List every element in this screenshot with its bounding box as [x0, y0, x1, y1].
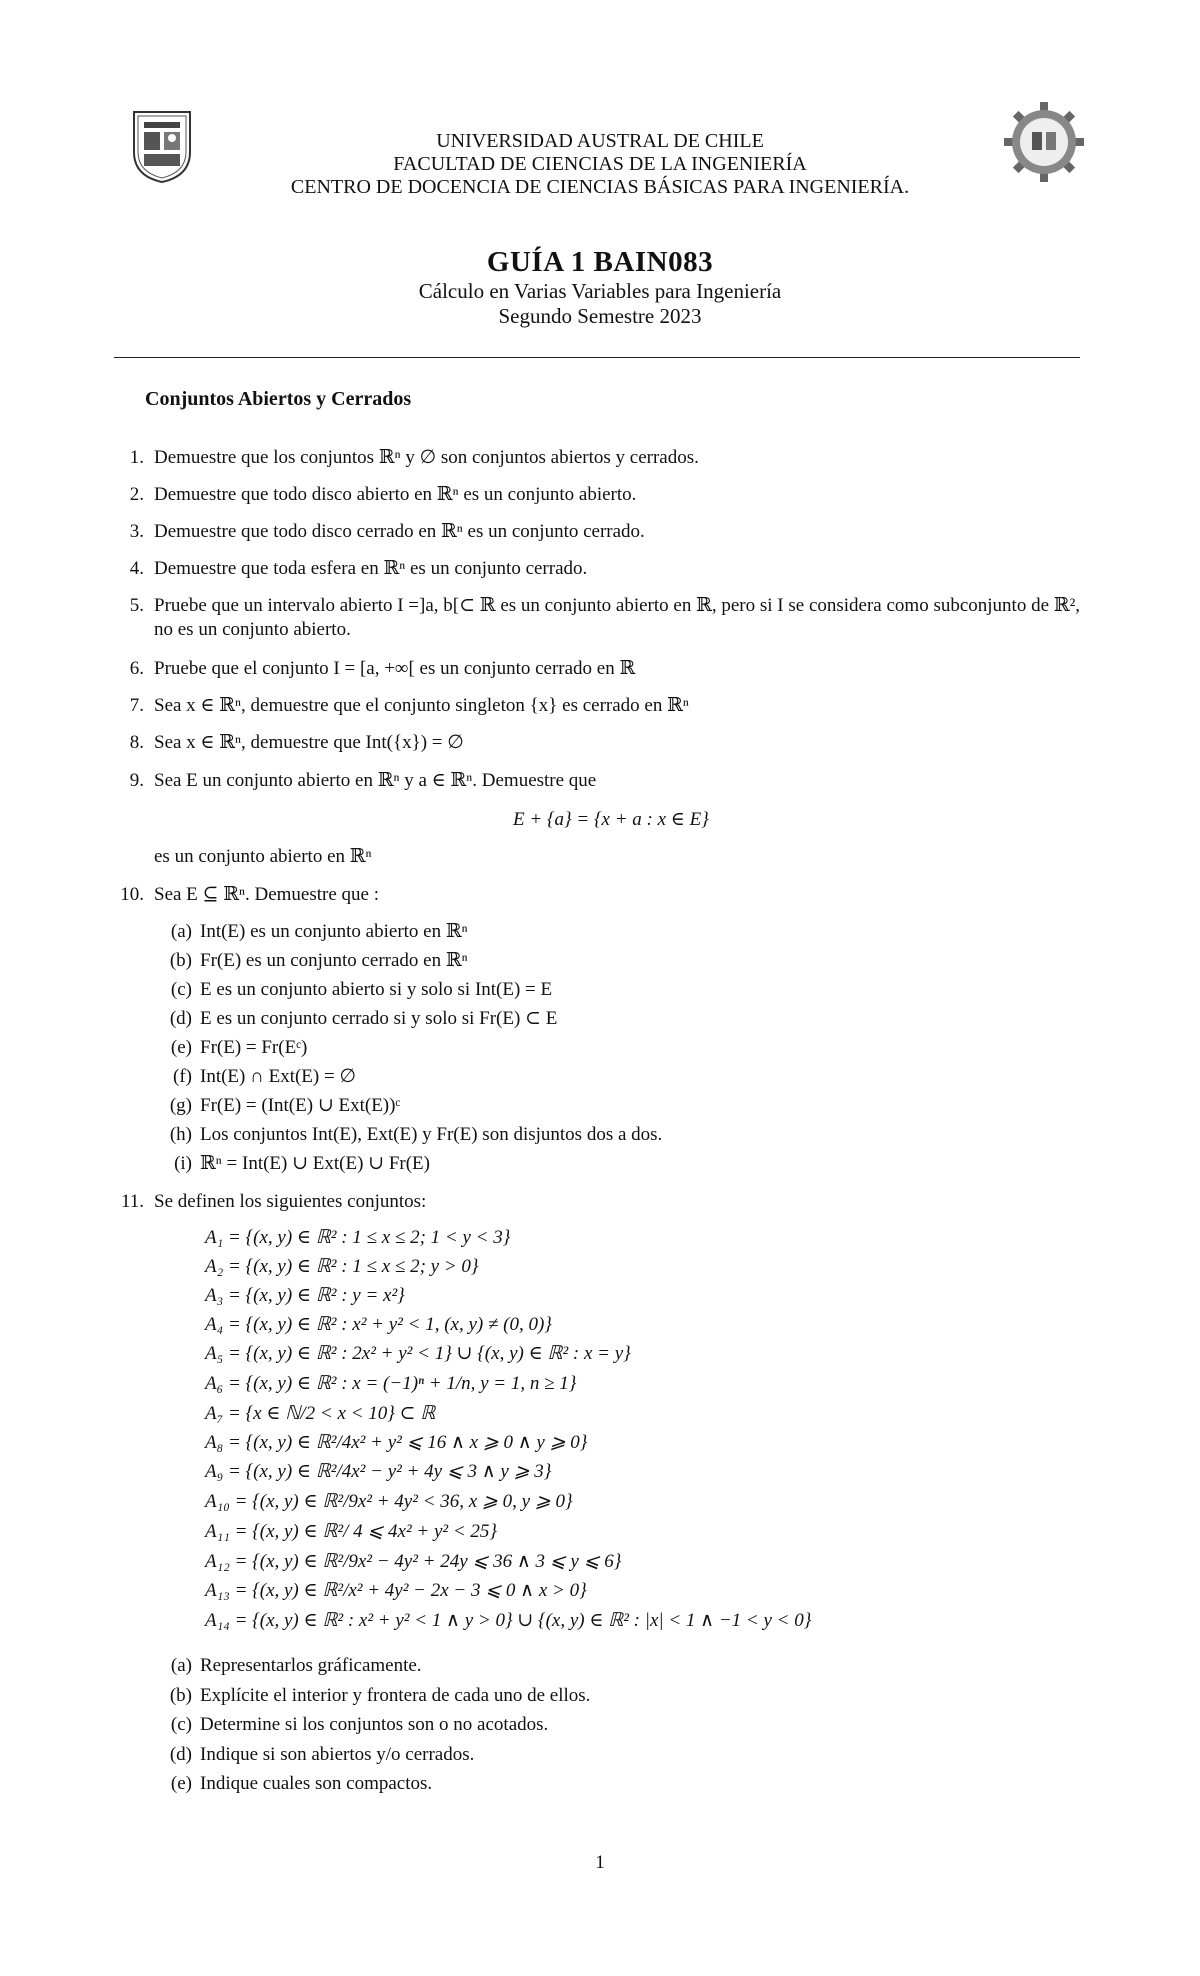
item-text: Indique si son abiertos y/o cerrados. — [200, 1744, 475, 1765]
header-divider — [114, 357, 1080, 358]
item-text: E es un conjunto abierto si y solo si Int(E) = E — [200, 979, 553, 1000]
item-text: Representarlos gráficamente. — [200, 1655, 422, 1676]
item-label: (e) — [170, 1773, 192, 1794]
item-label: (b) — [169, 950, 192, 971]
exercise-text: Sea E ⊆ ℝⁿ. Demuestre que : — [154, 884, 379, 905]
exercise-number: 11. — [120, 1191, 144, 1212]
faculty-name: FACULTAD DE CIENCIAS DE LA INGENIERÍA — [393, 153, 807, 175]
exercise-text: Pruebe que el conjunto I = [a, +∞[ es un conjunto cerrado en ℝ — [154, 658, 636, 679]
exercise-text: Demuestre que los conjuntos ℝⁿ y ∅ son conjuntos abiertos y cerrados. — [154, 447, 699, 468]
item-text: Fr(E) = Fr(Eᶜ) — [200, 1037, 308, 1058]
exercise-number: 3. — [129, 521, 144, 542]
item-text: Los conjuntos Int(E), Ext(E) y Fr(E) son disjuntos dos a dos. — [200, 1124, 663, 1145]
item-text: Int(E) ∩ Ext(E) = ∅ — [200, 1066, 356, 1087]
item-label: (a) — [170, 921, 192, 942]
display-equation: E + {a} = {x + a : x ∈ E} — [513, 809, 709, 830]
page-title: GUÍA 1 BAIN083 — [486, 246, 714, 278]
set-definition: A₁ = {(x, y) ∈ ℝ² : 1 ≤ x ≤ 2; 1 < y < 3} — [205, 1227, 511, 1248]
item-text: ℝⁿ = Int(E) ∪ Ext(E) ∪ Fr(E) — [200, 1153, 430, 1174]
title-block — [200, 245, 1000, 329]
exercise-number: 8. — [129, 732, 144, 753]
item-label: (d) — [169, 1008, 192, 1029]
exercise-number: 9. — [129, 770, 144, 791]
set-definition: A₁₁ = {(x, y) ∈ ℝ²/ 4 ⩽ 4x² + y² < 25} — [205, 1521, 498, 1542]
exercise-number: 10. — [120, 884, 144, 905]
exercise-text: Demuestre que todo disco abierto en ℝⁿ es un conjunto abierto. — [154, 484, 637, 505]
exercise-text: Sea x ∈ ℝⁿ, demuestre que el conjunto singleton {x} es cerrado en ℝⁿ — [154, 695, 689, 716]
item-label: (e) — [170, 1037, 192, 1058]
set-definition: A₂ = {(x, y) ∈ ℝ² : 1 ≤ x ≤ 2; y > 0} — [205, 1256, 479, 1277]
set-definition: A₉ = {(x, y) ∈ ℝ²/4x² − y² + 4y ⩽ 3 ∧ y ⩾ 3} — [205, 1461, 552, 1482]
exercise-number: 6. — [129, 658, 144, 679]
exercise-text: Se definen los siguientes conjuntos: — [154, 1191, 427, 1212]
center-name: CENTRO DE DOCENCIA DE CIENCIAS BÁSICAS PARA INGENIERÍA. — [290, 176, 910, 198]
item-text: Indique cuales son compactos. — [200, 1773, 433, 1794]
page-number: 1 — [595, 1852, 605, 1873]
item-label: (a) — [170, 1655, 192, 1676]
exercise-9-continuation — [154, 845, 372, 869]
exercise-text: Demuestre que toda esfera en ℝⁿ es un conjunto cerrado. — [154, 558, 588, 579]
item-text: Int(E) es un conjunto abierto en ℝⁿ — [200, 921, 468, 942]
item-label: (c) — [170, 1714, 192, 1735]
item-label: (g) — [169, 1095, 192, 1116]
set-definition: A₃ = {(x, y) ∈ ℝ² : y = x²} — [205, 1285, 405, 1306]
item-text: Fr(E) = (Int(E) ∪ Ext(E))ᶜ — [200, 1095, 401, 1116]
university-crest-icon — [130, 108, 194, 184]
exercise-text: Sea x ∈ ℝⁿ, demuestre que Int({x}) = ∅ — [154, 732, 464, 753]
university-name: UNIVERSIDAD AUSTRAL DE CHILE — [436, 130, 764, 152]
exercise-text: es un conjunto abierto en ℝⁿ — [154, 846, 372, 867]
item-label: (d) — [169, 1744, 192, 1765]
set-definition: A₁₄ = {(x, y) ∈ ℝ² : x² + y² < 1 ∧ y > 0} ∪ {(x, y) ∈ ℝ² : |x| < 1 ∧ −1 < y < 0} — [205, 1610, 812, 1631]
item-text: Explícite el interior y frontera de cada uno de ellos. — [200, 1685, 591, 1706]
item-text: E es un conjunto cerrado si y solo si Fr(E) ⊂ E — [200, 1008, 558, 1029]
set-definition: A₁₀ = {(x, y) ∈ ℝ²/9x² + 4y² < 36, x ⩾ 0, y ⩾ 0} — [205, 1491, 573, 1512]
exercise-number: 1. — [129, 447, 144, 468]
institution-header — [200, 130, 1000, 199]
item-text: Fr(E) es un conjunto cerrado en ℝⁿ — [200, 950, 468, 971]
exercise-text: Pruebe que un intervalo abierto I =]a, b[⊂ ℝ es un conjunto abierto en ℝ, pero si I se considera como subconjunto de ℝ², no es un conjunto abierto. — [154, 595, 1081, 640]
set-definition: A₈ = {(x, y) ∈ ℝ²/4x² + y² ⩽ 16 ∧ x ⩾ 0 ∧ y ⩾ 0} — [205, 1432, 588, 1453]
set-definition: A₁₃ = {(x, y) ∈ ℝ²/x² + 4y² − 2x − 3 ⩽ 0 ∧ x > 0} — [205, 1580, 587, 1601]
gear-emblem-icon — [1004, 102, 1084, 182]
set-definition: A₁₂ = {(x, y) ∈ ℝ²/9x² − 4y² + 24y ⩽ 36 ∧ 3 ⩽ y ⩽ 6} — [205, 1551, 622, 1572]
set-definition: A₆ = {(x, y) ∈ ℝ² : x = (−1)ⁿ + 1/n, y = 1, n ≥ 1} — [205, 1373, 577, 1394]
set-definition: A₅ = {(x, y) ∈ ℝ² : 2x² + y² < 1} ∪ {(x, y) ∈ ℝ² : x = y} — [205, 1343, 631, 1364]
exercise-text: Demuestre que todo disco cerrado en ℝⁿ es un conjunto cerrado. — [154, 521, 645, 542]
item-text: Determine si los conjuntos son o no acotados. — [200, 1714, 549, 1735]
exercise-text: Sea E un conjunto abierto en ℝⁿ y a ∈ ℝⁿ. Demuestre que — [154, 770, 597, 791]
item-label: (b) — [169, 1685, 192, 1706]
exercise-number: 5. — [129, 595, 144, 616]
item-label: (f) — [173, 1066, 192, 1087]
set-definition: A₄ = {(x, y) ∈ ℝ² : x² + y² < 1, (x, y) ≠ (0, 0)} — [205, 1314, 552, 1335]
exercise-number: 4. — [129, 558, 144, 579]
item-label: (c) — [170, 979, 192, 1000]
exercise-number: 2. — [129, 484, 144, 505]
exercise-number: 7. — [129, 695, 144, 716]
item-label: (i) — [174, 1153, 192, 1174]
item-label: (h) — [169, 1124, 192, 1145]
course-name: Cálculo en Varias Variables para Ingeniería — [418, 279, 782, 303]
semester: Segundo Semestre 2023 — [498, 304, 702, 328]
section-heading: Conjuntos Abiertos y Cerrados — [145, 388, 412, 410]
set-definition: A₇ = {x ∈ ℕ/2 < x < 10} ⊂ ℝ — [205, 1403, 436, 1424]
